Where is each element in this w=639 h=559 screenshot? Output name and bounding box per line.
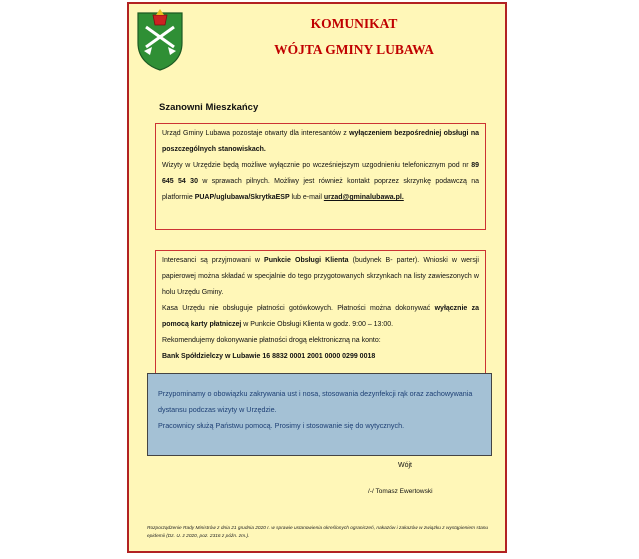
recommendation-paragraph: Rekomendujemy dokonywanie płatności drogą elektroniczną na konto:	[162, 337, 381, 344]
customer-service-paragraph: Interesanci są przyjmowani w Punkcie Obsługi Klienta (budynek B- parter). Wnioski w wersji papierowej można składać w specjalnie do tego przygotowanych skrzynkach na listy zawieszonych w holu Urzędu Gminy.	[162, 257, 479, 296]
greeting: Szanowni Mieszkańcy	[159, 102, 259, 113]
legal-footnote: Rozporządzenie Rady Ministrów z dnia 21 grudnia 2020 r. w sprawie ustanowienia określonych ograniczeń, nakazów i zakazów w związku z wystąpieniem stanu epidemii (Dz. U. z 2020, poz. 2316 z późn. zm.).	[147, 526, 489, 539]
office-status-box	[155, 123, 486, 230]
emphasis-text: wyłączeniem bezpośredniej obsługi na poszczególnych stanowiskach.	[162, 130, 479, 153]
coat-of-arms-icon	[136, 9, 184, 71]
notice-subtitle: WÓJTA GMINY LUBAWA	[274, 42, 434, 57]
staff-paragraph: Pracownicy służą Państwu pomocą. Prosimy i stosowanie się do wytycznych.	[158, 421, 405, 430]
office-status-paragraph: Urząd Gminy Lubawa pozostaje otwarty dla interesantów z wyłączeniem bezpośredniej obsługi na poszczególnych stanowiskach.	[162, 130, 479, 153]
reminder-box	[147, 373, 492, 456]
notice-title: KOMUNIKAT	[310, 16, 398, 31]
epuap-address: PUAP/uglubawa/SkrytkaESP	[194, 194, 290, 201]
signature-name: /-/ Tomasz Ewertowski	[368, 488, 433, 495]
customer-service-box	[155, 250, 486, 375]
bank-account: Bank Spółdzielczy w Lubawie 16 8832 0001 2001 0000 0299 0018	[162, 353, 376, 360]
signature-role: Wójt	[398, 462, 412, 469]
contact-paragraph: Wizyty w Urzędzie będą możliwe wyłącznie po wcześniejszym uzgodnieniu telefonicznym pod nr 89 645 54 30 w sprawach pilnych. Możliwy jest również kontakt poprzez skrzynkę podawczą na platformie PUAP/uglubawa/SkrytkaESP lub e-mail urzad@gminalubawa.pl.	[162, 162, 479, 201]
email-link[interactable]: urzad@gminalubawa.pl.	[323, 194, 404, 201]
notice-poster	[127, 2, 507, 553]
phone-number: 89 645 54 30	[162, 162, 479, 185]
payments-paragraph: Kasa Urzędu nie obsługuje płatności gotówkowych. Płatności można dokonywać wyłącznie za pomocą karty płatniczej w Punkcie Obsługi Klienta w godz. 9:00 – 13:00.	[162, 305, 479, 328]
reminder-paragraph: Przypominamy o obowiązku zakrywania ust i nosa, stosowania dezynfekcji rąk oraz zachowywania dystansu podczas wizyty w Urzędzie.	[158, 389, 473, 414]
